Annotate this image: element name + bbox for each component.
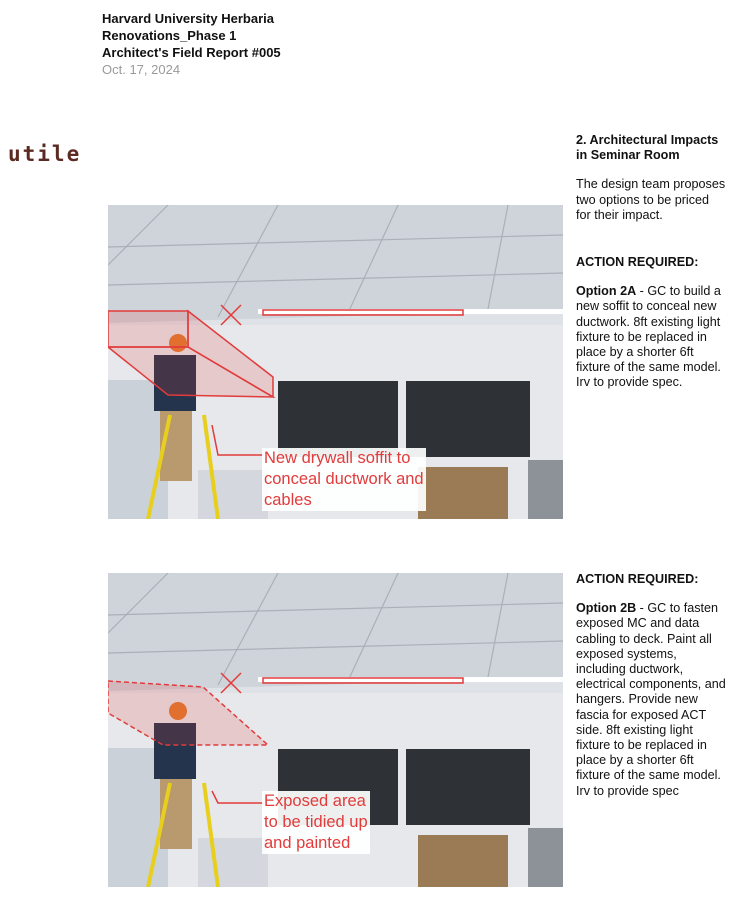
callout-exposed — [262, 791, 370, 854]
callout-line: conceal ductwork and — [264, 470, 424, 488]
utile-logo: utile — [8, 142, 82, 166]
callout-line: New drywall soffit to — [264, 449, 411, 467]
callout-line: and painted — [264, 834, 351, 852]
callout-line: to be tidied up — [264, 813, 368, 831]
project-phase: Renovations_Phase 1 — [102, 28, 237, 43]
option-2b-name: Option 2B — [576, 601, 637, 616]
section-title-line: in Seminar Room — [576, 148, 680, 163]
report-title: Architect's Field Report #005 — [102, 45, 281, 60]
option-2b-description — [576, 601, 726, 799]
sidebar-option-2a — [576, 133, 726, 391]
option-2a-text: - GC to build a new soffit to conceal new ductwork. 8ft existing light fixture to be replaced in place by a shorter 6ft fixture of the same model. Irv to provide spec. — [576, 284, 721, 390]
section-title-line: 2. Architectural Impacts — [576, 133, 719, 147]
project-name: Harvard University Herbaria — [102, 11, 274, 26]
callout-line: Exposed area — [264, 792, 366, 810]
section-title — [576, 133, 726, 163]
report-header — [102, 10, 281, 78]
action-required-label: ACTION REQUIRED: — [576, 255, 699, 270]
sidebar-option-2b — [576, 572, 726, 799]
callout-line: cables — [264, 491, 312, 509]
report-date: Oct. 17, 2024 — [102, 62, 181, 77]
option-2a-description — [576, 284, 726, 390]
option-2a-name: Option 2A — [576, 284, 637, 299]
callout-soffit — [262, 448, 426, 511]
action-required-label: ACTION REQUIRED: — [576, 572, 699, 586]
section-intro: The design team proposes two options to be priced for their impact. — [576, 177, 726, 222]
option-2b-text: - GC to fasten exposed MC and data cabling to deck. Paint all exposed systems, including ductwork, electrical components, and hangers. Provide new fascia for exposed ACT side. 8ft existing light fixture to be replaced in place by a shorter 6ft fixture of the same model. Irv to provide spec — [576, 601, 726, 798]
